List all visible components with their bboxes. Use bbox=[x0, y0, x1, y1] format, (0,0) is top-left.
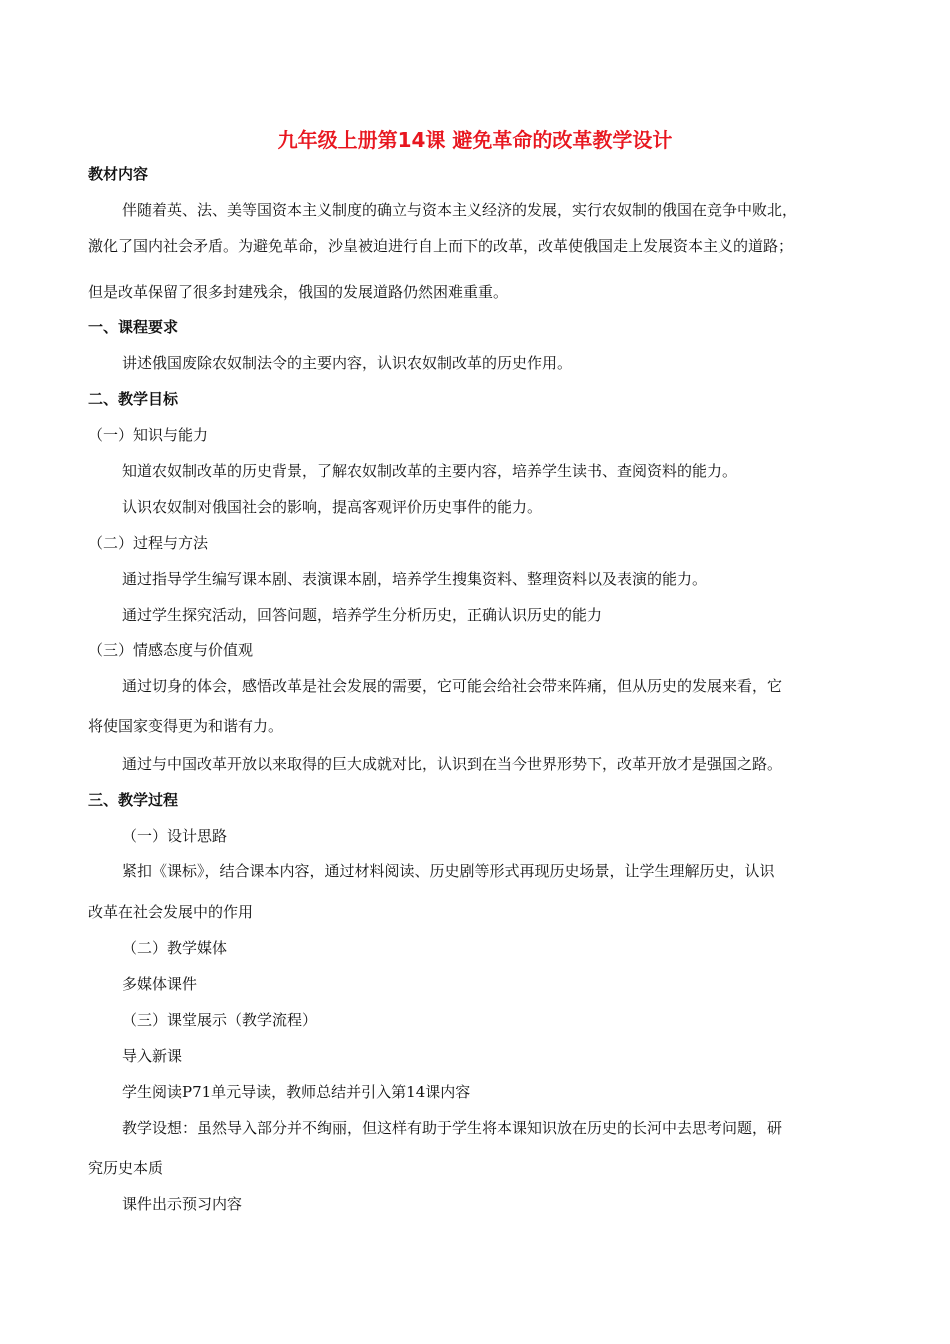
paragraph-line: 但是改革保留了很多封建残余，俄国的发展道路仍然困难重重。 bbox=[88, 283, 509, 301]
paragraph-line: 通过与中国改革开放以来取得的巨大成就对比，认识到在当今世界形势下，改革开放才是强国之路。 bbox=[122, 755, 783, 773]
paragraph-line: 通过指导学生编写课本剧、表演课本剧，培养学生搜集资料、整理资料以及表演的能力。 bbox=[122, 570, 708, 588]
paragraph-line: 伴随着英、法、美等国资本主义制度的确立与资本主义经济的发展，实行农奴制的俄国在竞争中败北， bbox=[122, 201, 798, 219]
paragraph-line: （二）教学媒体 bbox=[122, 939, 228, 957]
paragraph-line: 教学设想：虽然导入部分并不绚丽，但这样有助于学生将本课知识放在历史的长河中去思考问题，研 bbox=[122, 1119, 783, 1137]
subheading-values: （三）情感态度与价值观 bbox=[88, 641, 254, 659]
paragraph-line: 通过切身的体会，感悟改革是社会发展的需要，它可能会给社会带来阵痛，但从历史的发展来看，它 bbox=[122, 677, 783, 695]
paragraph-line: 究历史本质 bbox=[88, 1159, 164, 1177]
document-title: 九年级上册第14课 避免革命的改革教学设计 bbox=[277, 128, 673, 152]
paragraph-line: 讲述俄国废除农奴制法令的主要内容，认识农奴制改革的历史作用。 bbox=[122, 354, 573, 372]
paragraph-line: 紧扣《课标》，结合课本内容，通过材料阅读、历史剧等形式再现历史场景，让学生理解历史，认识 bbox=[122, 862, 775, 880]
section-heading-materials: 教材内容 bbox=[88, 165, 149, 183]
subheading-process: （二）过程与方法 bbox=[88, 534, 209, 552]
paragraph-line: 多媒体课件 bbox=[122, 975, 198, 993]
paragraph-line: 导入新课 bbox=[122, 1047, 183, 1065]
paragraph-line: （三）课堂展示（教学流程） bbox=[122, 1011, 318, 1029]
subheading-knowledge: （一）知识与能力 bbox=[88, 426, 209, 444]
section-heading-requirements: 一、课程要求 bbox=[88, 318, 179, 336]
paragraph-line: 激化了国内社会矛盾。为避免革命，沙皇被迫进行自上而下的改革，改革使俄国走上发展资本主义的道路； bbox=[88, 237, 794, 255]
paragraph-line: 认识农奴制对俄国社会的影响，提高客观评价历史事件的能力。 bbox=[122, 498, 543, 516]
paragraph-line: 学生阅读P71单元导读，教师总结并引入第14课内容 bbox=[122, 1083, 471, 1101]
paragraph-line: 改革在社会发展中的作用 bbox=[88, 903, 254, 921]
paragraph-line: 通过学生探究活动，回答问题，培养学生分析历史，正确认识历史的能力 bbox=[122, 606, 603, 624]
paragraph-line: 课件出示预习内容 bbox=[122, 1195, 243, 1213]
paragraph-line: 知道农奴制改革的历史背景，了解农奴制改革的主要内容，培养学生读书、查阅资料的能力。 bbox=[122, 462, 738, 480]
section-heading-process: 三、教学过程 bbox=[88, 791, 179, 809]
paragraph-line: 将使国家变得更为和谐有力。 bbox=[88, 717, 284, 735]
paragraph-line: （一）设计思路 bbox=[122, 827, 228, 845]
section-heading-objectives: 二、教学目标 bbox=[88, 390, 179, 408]
